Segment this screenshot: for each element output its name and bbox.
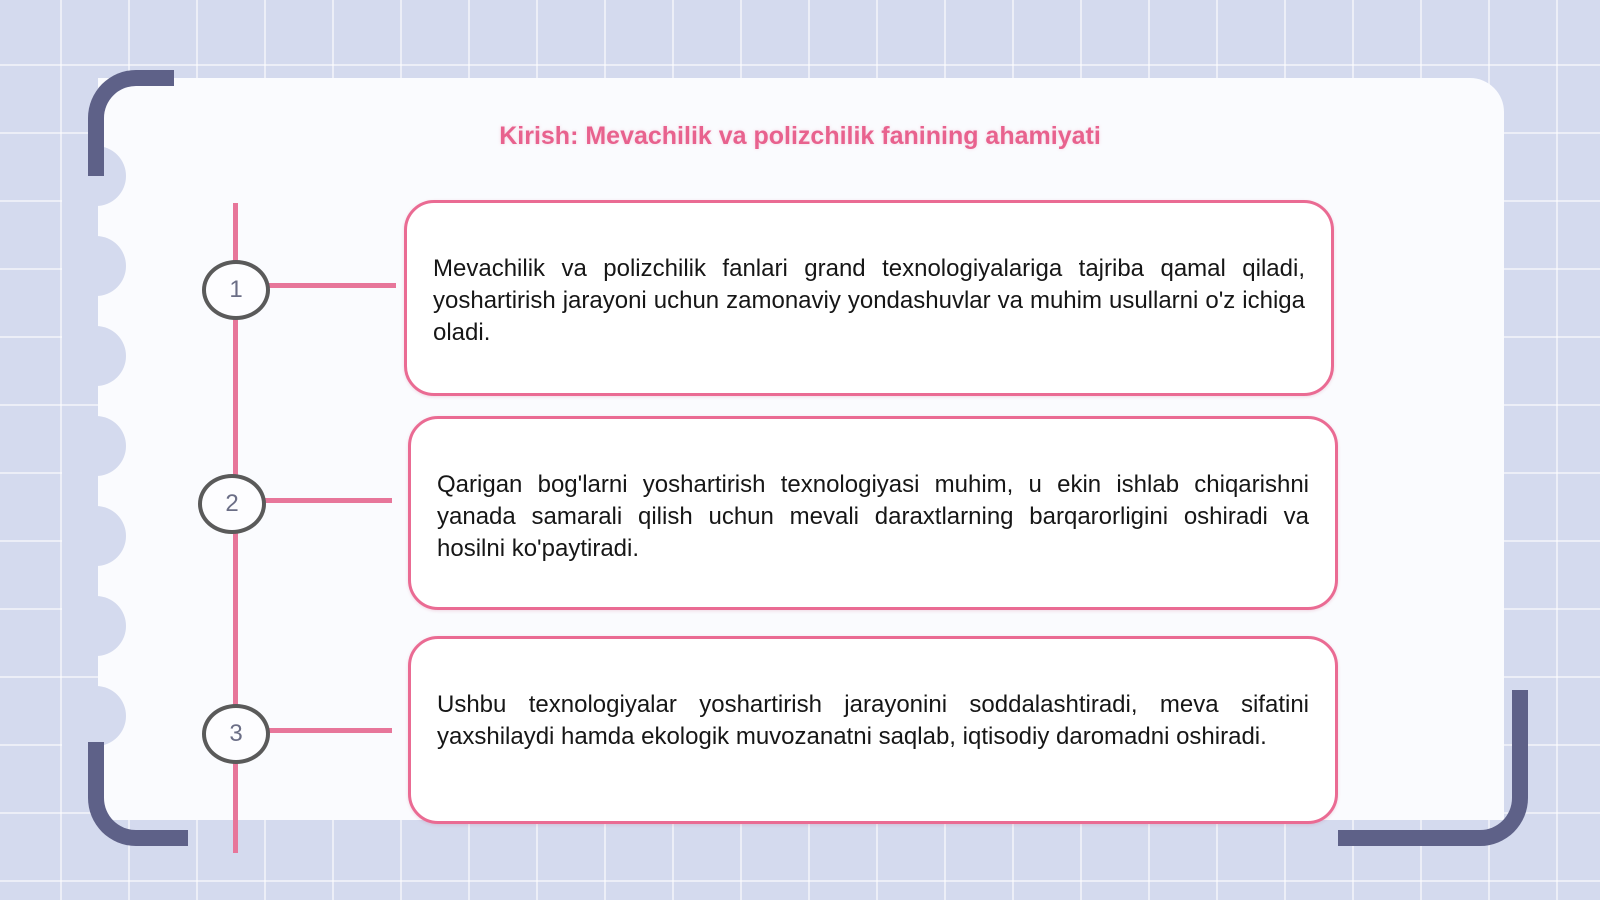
step-number: 3 xyxy=(229,720,243,747)
corner-bracket-top-left xyxy=(88,70,174,176)
step-number-badge xyxy=(198,474,266,534)
step-text: Mevachilik va polizchilik fanlari grand texnologiyalariga tajriba qamal qiladi, yoshartirish jarayoni uchun zamonaviy yondashuvlar va muhim usullarni o'z ichiga oladi. xyxy=(433,255,1305,346)
paper-scallop xyxy=(62,326,126,386)
step-number-badge xyxy=(202,704,270,764)
slide-title: Kirish: Mevachilik va polizchilik fanining ahamiyati xyxy=(499,122,1101,150)
step-text: Qarigan bog'larni yoshartirish texnologiyasi muhim, u ekin ishlab chiqarishni yanada samarali qilish uchun mevali daraxtlarning barqarorligini oshiradi va hosilni ko'paytiradi. xyxy=(437,471,1309,562)
corner-bracket-bottom-right xyxy=(1338,690,1528,846)
step-number: 2 xyxy=(225,490,239,517)
step-card xyxy=(408,416,1338,610)
paper-scallop xyxy=(62,236,126,296)
timeline-connector xyxy=(266,283,396,288)
paper-scallop xyxy=(62,686,126,746)
step-number-badge xyxy=(202,260,270,320)
paper-scallop xyxy=(62,416,126,476)
step-text: Ushbu texnologiyalar yoshartirish jarayonini soddalashtiradi, meva sifatini yaxshilaydi hamda ekologik muvozanatni saqlab, iqtisodiy daromadni oshiradi. xyxy=(437,691,1309,750)
step-card xyxy=(404,200,1334,396)
step-number: 1 xyxy=(229,276,243,303)
timeline-connector xyxy=(266,728,392,733)
paper-scallop xyxy=(62,596,126,656)
corner-bracket-bottom-left xyxy=(88,742,188,846)
timeline-connector xyxy=(262,498,392,503)
step-card xyxy=(408,636,1338,824)
paper-scallop xyxy=(62,506,126,566)
